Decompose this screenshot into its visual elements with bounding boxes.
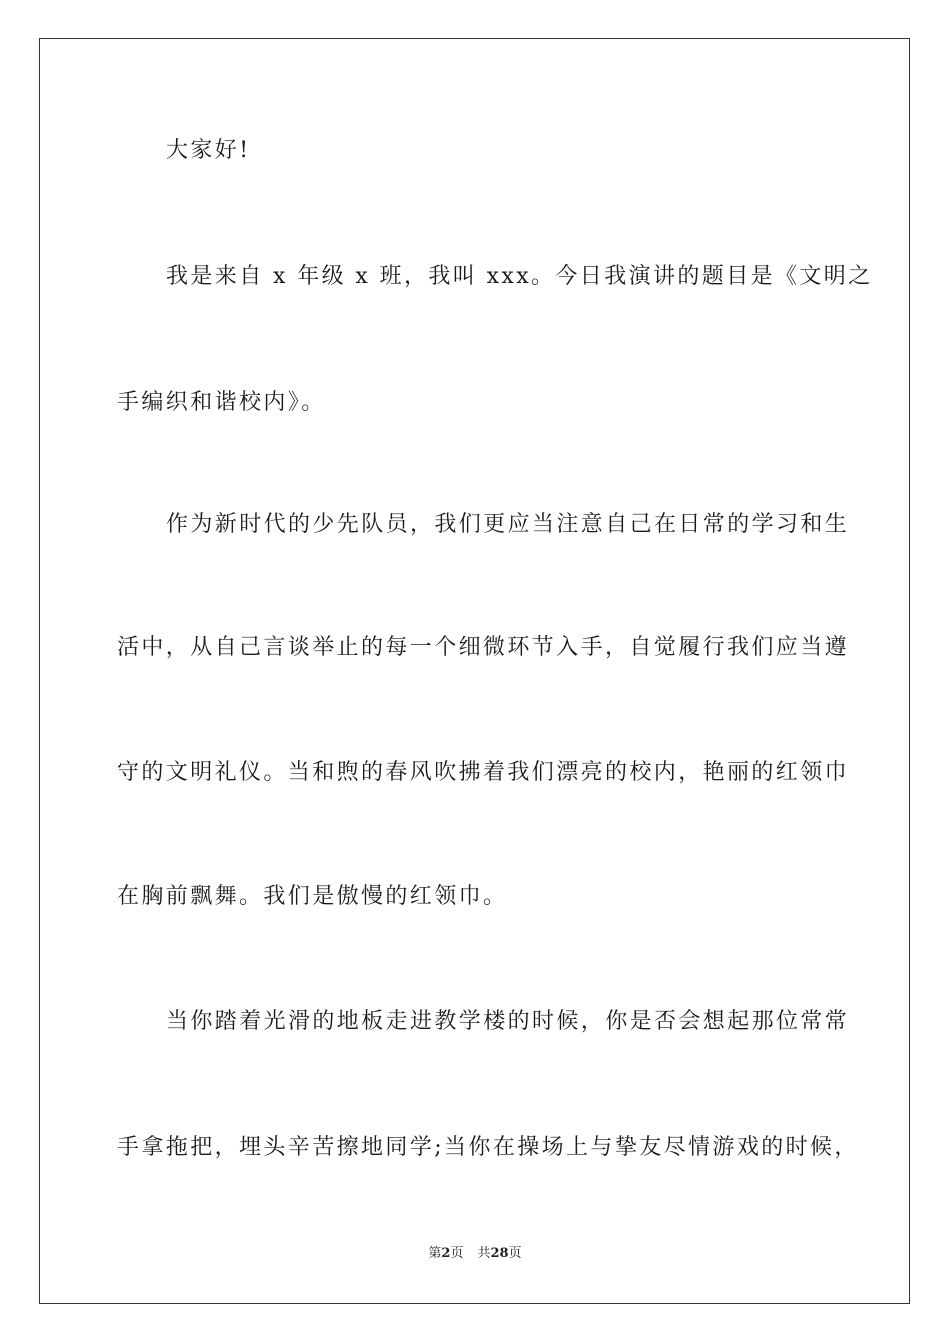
- paragraph-line: 活中，从自己言谈举止的每一个细微环节入手，自觉履行我们应当遵: [117, 635, 850, 660]
- paragraph-line: 守的文明礼仪。当和煦的春风吹拂着我们漂亮的校内，艳丽的红领巾: [117, 760, 850, 785]
- page-suffix: 页: [450, 1246, 464, 1261]
- page-border: [39, 38, 910, 1304]
- total-prefix: 共: [477, 1246, 491, 1261]
- paragraph-line: 手拿拖把，埋头辛苦擦地同学;当你在操场上与挚友尽情游戏的时候，: [117, 1135, 859, 1160]
- page-number: 2: [441, 1246, 451, 1261]
- paragraph-line: 作为新时代的少先队员，我们更应当注意自己在日常的学习和生: [166, 512, 850, 537]
- total-pages: 28: [490, 1246, 509, 1261]
- paragraph-line: 手编织和谐校内》。: [117, 390, 326, 415]
- paragraph-line: 在胸前飘舞。我们是傲慢的红领巾。: [117, 884, 508, 909]
- paragraph-line: 当你踏着光滑的地板走进教学楼的时候，你是否会想起那位常常: [166, 1009, 850, 1034]
- page-prefix: 第: [428, 1246, 442, 1261]
- total-suffix: 页: [508, 1246, 522, 1261]
- greeting-line: 大家好!: [166, 138, 251, 163]
- paragraph-line: 我是来自 x 年级 x 班，我叫 xxx。今日我演讲的题目是《文明之: [166, 264, 873, 289]
- page-footer: [0, 1245, 950, 1263]
